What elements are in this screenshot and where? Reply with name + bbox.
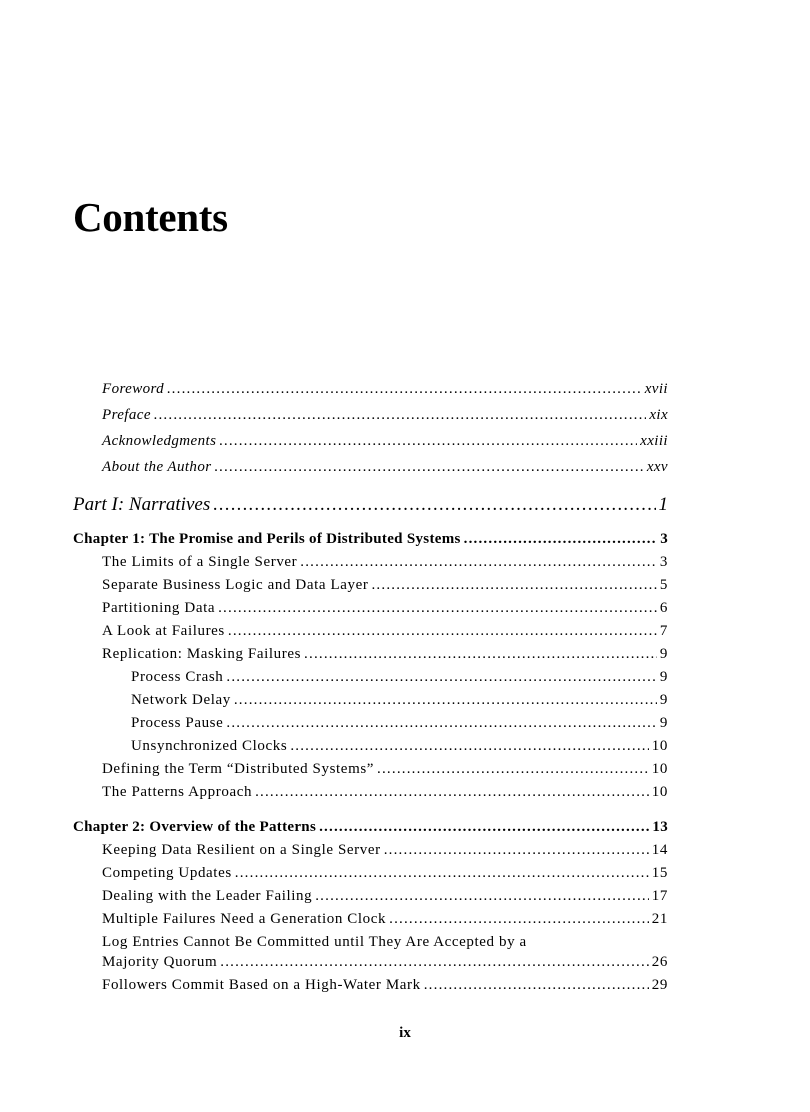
toc-entry-section — [102, 954, 668, 974]
entry-label: Keeping Data Resilient on a Single Server — [102, 842, 381, 858]
entry-page: 15 — [651, 865, 668, 881]
entry-page: 6 — [659, 600, 668, 616]
toc-entry-section — [102, 911, 668, 931]
entry-label: Replication: Masking Failures — [102, 646, 302, 662]
entry-label: Chapter 2: Overview of the Patterns — [73, 819, 317, 835]
entry-label: Followers Commit Based on a High-Water Mark — [102, 977, 421, 993]
entry-page: 5 — [659, 577, 668, 593]
toc-entry-section — [102, 888, 668, 908]
toc-entry-subsection — [131, 715, 668, 735]
toc-entry-label-line1: Log Entries Cannot Be Committed until They Are Accepted by a — [102, 934, 527, 950]
entry-page: 3 — [659, 554, 668, 570]
entry-page: 9 — [659, 715, 668, 731]
entry-page: 10 — [651, 761, 668, 777]
entry-label: Process Pause — [131, 715, 224, 731]
dot-leader — [424, 977, 649, 994]
entry-label: Competing Updates — [102, 865, 232, 881]
toc-entry-section — [102, 865, 668, 885]
toc-entry-chapter-2 — [73, 819, 668, 839]
entry-label: Process Crash — [131, 669, 224, 685]
entry-label: Defining the Term “Distributed Systems” — [102, 761, 375, 777]
entry-label: Dealing with the Leader Failing — [102, 888, 313, 904]
entry-page: 10 — [651, 784, 668, 800]
toc-entry-about-author — [102, 459, 668, 479]
dot-leader — [300, 554, 657, 571]
dot-leader — [218, 600, 657, 617]
dot-leader — [464, 531, 658, 548]
entry-page: 17 — [651, 888, 668, 904]
entry-page: 1 — [658, 494, 668, 515]
toc-entry-subsection — [131, 669, 668, 689]
entry-page: 13 — [652, 819, 668, 835]
entry-page: 14 — [651, 842, 668, 858]
dot-leader — [304, 646, 657, 663]
entry-label: Foreword — [102, 381, 165, 397]
dot-leader — [226, 669, 657, 686]
entry-page: xxiii — [640, 433, 668, 449]
dot-leader — [255, 784, 649, 801]
entry-label: The Limits of a Single Server — [102, 554, 298, 570]
dot-leader — [220, 954, 649, 971]
entry-page: xix — [649, 407, 668, 423]
toc-entry-section — [102, 784, 668, 804]
toc-entry-section — [102, 577, 668, 597]
dot-leader — [213, 494, 655, 516]
entry-label: Network Delay — [131, 692, 231, 708]
entry-page: 26 — [651, 954, 668, 970]
toc-entry-acknowledgments — [102, 433, 668, 453]
dot-leader — [228, 623, 657, 640]
dot-leader — [219, 433, 637, 450]
entry-label: Acknowledgments — [102, 433, 217, 449]
entry-page: xvii — [644, 381, 668, 397]
toc-entry-part-1 — [73, 494, 668, 518]
entry-page: 3 — [660, 531, 668, 547]
toc-entry-section — [102, 554, 668, 574]
entry-page: 9 — [659, 669, 668, 685]
entry-page: 29 — [651, 977, 668, 993]
toc-entry-section — [102, 646, 668, 666]
dot-leader — [226, 715, 657, 732]
toc-entry-section — [102, 761, 668, 781]
dot-leader — [371, 577, 656, 594]
dot-leader — [377, 761, 649, 778]
dot-leader — [214, 459, 643, 476]
entry-page: xxv — [646, 459, 668, 475]
entry-label: Multiple Failures Need a Generation Clock — [102, 911, 387, 927]
entry-label: Part I: Narratives — [73, 494, 211, 515]
toc-entry-subsection — [131, 692, 668, 712]
entry-page: 9 — [659, 646, 668, 662]
entry-page: 7 — [659, 623, 668, 639]
dot-leader — [384, 842, 649, 859]
entry-page: 10 — [651, 738, 668, 754]
entry-label: Unsynchronized Clocks — [131, 738, 288, 754]
dot-leader — [167, 381, 642, 398]
page-title: Contents — [73, 194, 228, 240]
dot-leader — [154, 407, 646, 424]
toc-entry-section — [102, 977, 668, 997]
page-number: ix — [399, 1025, 411, 1041]
entry-label: A Look at Failures — [102, 623, 225, 639]
entry-label: Separate Business Logic and Data Layer — [102, 577, 369, 593]
toc-entry-subsection — [131, 738, 668, 758]
entry-page: 21 — [651, 911, 668, 927]
entry-page: 9 — [659, 692, 668, 708]
entry-label: Majority Quorum — [102, 954, 218, 970]
dot-leader — [315, 888, 649, 905]
entry-label: Partitioning Data — [102, 600, 216, 616]
dot-leader — [319, 819, 649, 836]
dot-leader — [290, 738, 648, 755]
toc-entry-section — [102, 842, 668, 862]
dot-leader — [235, 865, 649, 882]
toc-entry-foreword — [102, 381, 668, 401]
dot-leader — [389, 911, 649, 928]
entry-label: Preface — [102, 407, 151, 423]
entry-label: Chapter 1: The Promise and Perils of Distributed Systems — [73, 531, 461, 547]
toc-entry-preface — [102, 407, 668, 427]
toc-entry-section — [102, 600, 668, 620]
toc-entry-chapter-1 — [73, 531, 668, 551]
toc-entry-section — [102, 623, 668, 643]
dot-leader — [234, 692, 657, 709]
entry-label: About the Author — [102, 459, 212, 475]
entry-label: The Patterns Approach — [102, 784, 253, 800]
